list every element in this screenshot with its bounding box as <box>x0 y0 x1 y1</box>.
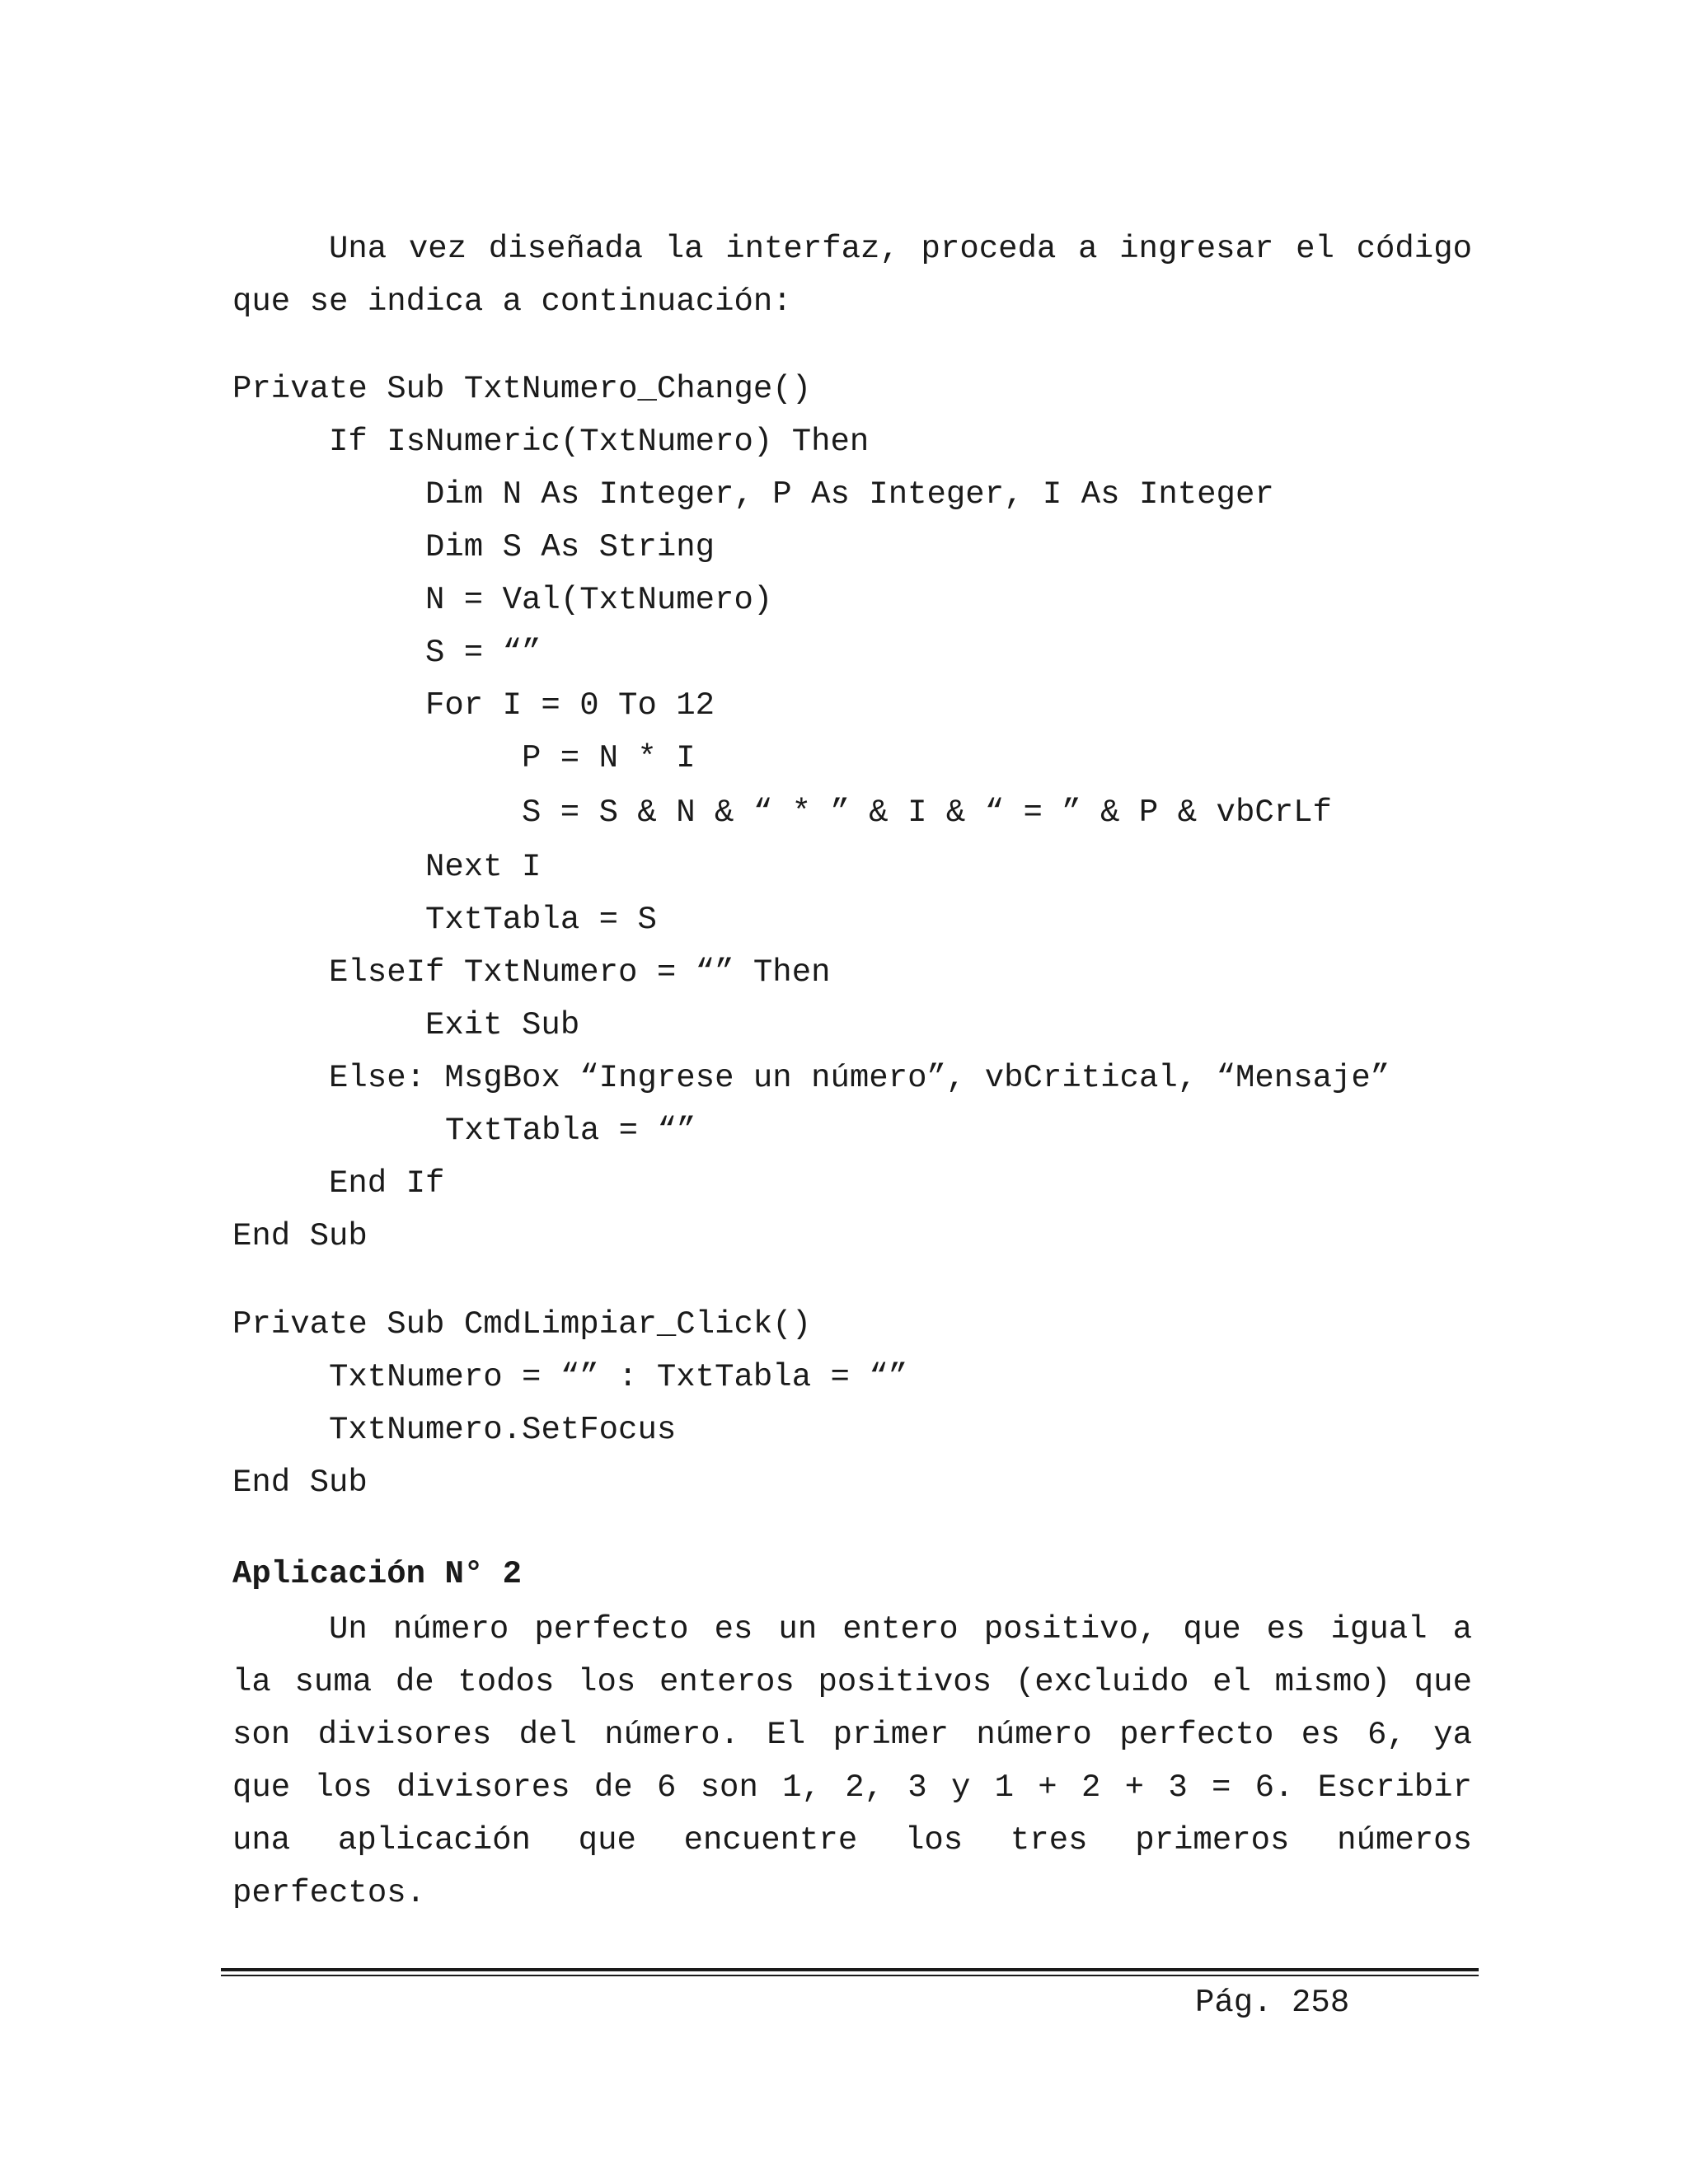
code-line: S = “” <box>425 635 542 671</box>
intro-line-2: que se indica a continuación: <box>232 284 792 320</box>
code-line: P = N * I <box>522 740 696 776</box>
code-line: Dim S As String <box>425 529 715 565</box>
code-line: End If <box>329 1165 445 1202</box>
code-line: ElseIf TxtNumero = “” Then <box>329 954 831 991</box>
code-line: N = Val(TxtNumero) <box>425 582 773 618</box>
code-line: TxtTabla = “” <box>445 1113 696 1149</box>
code-line: TxtNumero.SetFocus <box>329 1412 677 1448</box>
code-line: Dim N As Integer, P As Integer, I As Integer <box>425 476 1274 513</box>
paragraph-line: Un número perfecto es un entero positivo, que es igual a <box>329 1611 1472 1647</box>
code-line: If IsNumeric(TxtNumero) Then <box>329 424 870 460</box>
paragraph-line: que los divisores de 6 son 1, 2, 3 y 1 + 2 + 3 = 6. Escribir <box>232 1769 1472 1806</box>
paragraph-line: una aplicación que encuentre los tres primeros números <box>232 1822 1472 1858</box>
code-line: TxtTabla = S <box>425 902 657 938</box>
footer-rule-thick <box>221 1968 1479 1971</box>
code-line: End Sub <box>232 1465 368 1501</box>
code-line: Next I <box>425 849 542 885</box>
code-line: Exit Sub <box>425 1007 580 1043</box>
code-line: For I = 0 To 12 <box>425 687 715 724</box>
code-block-txtnumero-change <box>232 363 1551 1263</box>
code-line: Private Sub TxtNumero_Change() <box>232 371 812 407</box>
intro-line-1: Una vez diseñada la interfaz, proceda a ingresar el código <box>329 231 1472 267</box>
section-paragraph <box>232 1603 1472 1919</box>
code-block-cmdlimpiar-click <box>232 1298 1551 1509</box>
paragraph-line: son divisores del número. El primer número perfecto es 6, ya <box>232 1717 1472 1753</box>
section-heading: Aplicación N° 2 <box>232 1556 523 1592</box>
page-number: Pág. 258 <box>1195 1985 1350 2021</box>
code-line: TxtNumero = “” : TxtTabla = “” <box>329 1359 908 1395</box>
paragraph-line: la suma de todos los enteros positivos (excluido el mismo) que <box>232 1664 1472 1700</box>
paragraph-line: perfectos. <box>232 1875 426 1911</box>
code-line: S = S & N & “ * ” & I & “ = ” & P & vbCrLf <box>522 794 1332 831</box>
code-line: Else: MsgBox “Ingrese un número”, vbCritical, “Mensaje” <box>329 1060 1390 1096</box>
code-line: End Sub <box>232 1218 368 1254</box>
code-line: Private Sub CmdLimpiar_Click() <box>232 1306 812 1343</box>
intro-paragraph <box>232 223 1472 328</box>
